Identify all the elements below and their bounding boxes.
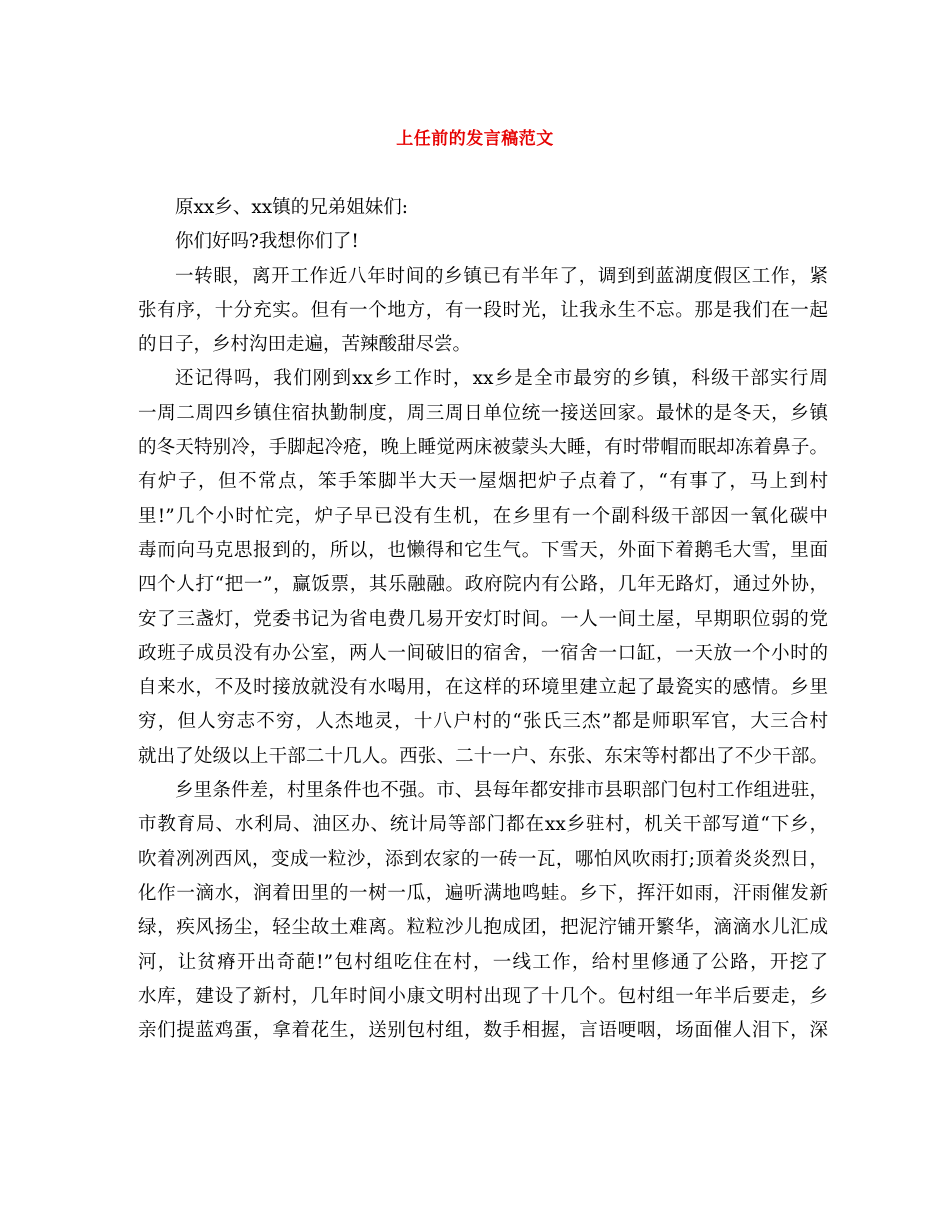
body-line: 的冬天特别冷，手脚起冷疮，晚上睡觉两床被蒙头大睡，有时带帽而眠却冻着鼻子。: [138, 437, 828, 459]
body-line: 还记得吗，我们刚到xx乡工作时，xx乡是全市最穷的乡镇，科级干部实行周: [175, 368, 828, 390]
body-line: 化作一滴水，润着田里的一树一瓜，遍听满地鸣蛙。乡下，挥汗如雨，汗雨催发新: [138, 882, 828, 904]
body-line: 有炉子，但不常点，笨手笨脚半大天一屋烟把炉子点着了，“有事了，马上到村: [138, 471, 828, 493]
body-line: 里!”几个小时忙完，炉子早已没有生机，在乡里有一个副科级干部因一氧化碳中: [138, 505, 828, 527]
body-line: 市教育局、水利局、油区办、统计局等部门都在xx乡驻村，机关干部写道“下乡，: [138, 814, 828, 836]
body-line: 你们好吗?我想你们了!: [175, 231, 359, 253]
body-line: 乡里条件差，村里条件也不强。市、县每年都安排市县职部门包村工作组进驻，: [175, 780, 828, 802]
body-line: 吹着冽冽西风，变成一粒沙，添到农家的一砖一瓦，哪怕风吹雨打;顶着炎炎烈日，: [138, 848, 828, 870]
body-line: 原xx乡、xx镇的兄弟姐妹们:: [175, 197, 408, 218]
body-line: 水库，建设了新村，几年时间小康文明村出现了十几个。包村组一年半后要走，乡: [138, 985, 828, 1007]
body-line: 政班子成员没有办公室，两人一间破旧的宿舍，一宿舍一口缸，一天放一个小时的: [138, 642, 828, 664]
body-line: 的日子，乡村沟田走遍，苦辣酸甜尽尝。: [138, 334, 472, 356]
body-line: 毒而向马克思报到的，所以，也懒得和它生气。下雪天，外面下着鹅毛大雪，里面: [138, 539, 828, 561]
body-line: 河，让贫瘠开出奇葩!”包村组吃住在村，一线工作，给村里修通了公路，开挖了: [138, 951, 828, 973]
body-line: 张有序，十分充实。但有一个地方，有一段时光，让我永生不忘。那是我们在一起: [138, 299, 828, 321]
body-line: 穷，但人穷志不穷，人杰地灵，十八户村的“张氏三杰”都是师职军官，大三合村: [138, 711, 828, 733]
document-body: [138, 191, 828, 1048]
body-line: 安了三盏灯，党委书记为省电费几易开安灯时间。一人一间土屋，早期职位弱的党: [138, 608, 828, 630]
body-line: 亲们提蓝鸡蛋，拿着花生，送别包村组，数手相握，言语哽咽，场面催人泪下，深: [138, 1020, 828, 1042]
document-title: 上任前的发言稿范文: [396, 129, 554, 149]
body-line: 就出了处级以上干部二十几人。西张、二十一户、东张、东宋等村都出了不少干部。: [138, 745, 828, 767]
body-line: 一转眼，离开工作近八年时间的乡镇已有半年了，调到到蓝湖度假区工作，紧: [175, 265, 828, 287]
body-line: 绿，疾风扬尘，轻尘故土难离。粒粒沙儿抱成团，把泥泞铺开繁华，滴滴水儿汇成: [138, 917, 828, 939]
body-line: 自来水，不及时接放就没有水喝用，在这样的环境里建立起了最瓷实的感情。乡里: [138, 677, 828, 699]
body-line: 四个人打“把一”，赢饭票，其乐融融。政府院内有公路，几年无路灯，通过外协，: [138, 574, 828, 596]
body-line: 一周二周四乡镇住宿执勤制度，周三周日单位统一接送回家。最怵的是冬天，乡镇: [138, 402, 828, 424]
